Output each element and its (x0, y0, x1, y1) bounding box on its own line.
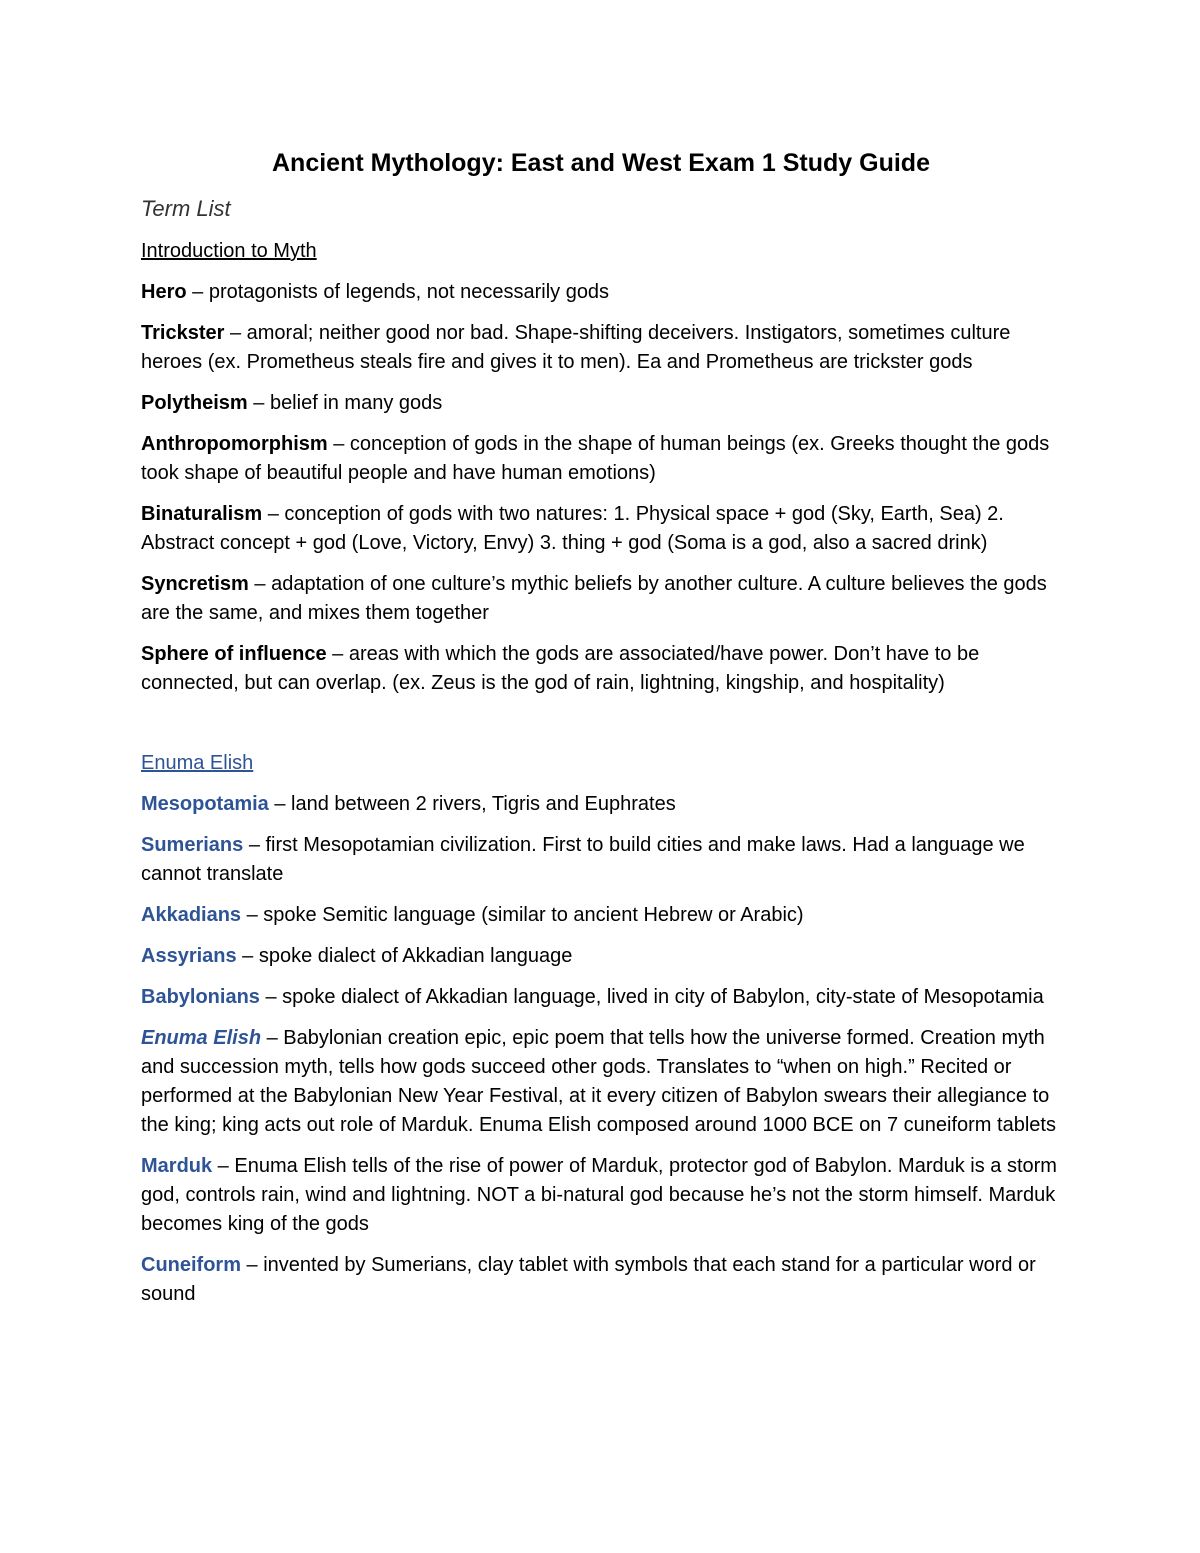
term-entry-sphere-of-influence (141, 640, 1061, 698)
term-definition: – Enuma Elish tells of the rise of power of Marduk, protector god of Babylon. Marduk is a storm god, controls rain, wind and lightning. NOT a bi-natural god because he’s not the storm himself. Marduk becomes king of the gods (141, 1155, 1057, 1235)
term-definition: – spoke dialect of Akkadian language, lived in city of Babylon, city-state of Mesopotamia (259, 986, 1044, 1008)
term-label: Mesopotamia (141, 793, 269, 815)
term-label: Cuneiform (141, 1254, 241, 1276)
term-entry-assyrians (141, 942, 1061, 971)
term-definition: – Babylonian creation epic, epic poem that tells how the universe formed. Creation myth and succession myth, tells how gods succeed other gods. Translates to “when on high.” Recited or performed at the Babylonian New Year Festival, at it every citizen of Babylon swears their allegiance to the king; king acts out role of Marduk. Enuma Elish composed around 1000 BCE on 7 cuneiform tablets (141, 1027, 1056, 1136)
term-entry-mesopotamia (141, 790, 1061, 819)
page-title: Ancient Mythology: East and West Exam 1 Study Guide (272, 149, 930, 177)
term-entry-cuneiform (141, 1251, 1061, 1309)
term-label: Polytheism (141, 392, 248, 414)
term-label: Sumerians (141, 834, 244, 856)
term-label: Trickster (141, 322, 225, 344)
term-list-subtitle: Term List (141, 196, 231, 221)
term-entry-akkadians (141, 901, 1061, 930)
term-entry-babylonians (141, 983, 1061, 1012)
term-entry-enuma-elish (141, 1024, 1061, 1140)
term-definition: – spoke dialect of Akkadian language (236, 945, 573, 967)
term-label: Babylonians (141, 986, 260, 1008)
term-entry-trickster (141, 319, 1061, 377)
section-introduction-to-myth (141, 237, 1061, 698)
term-label: Anthropomorphism (141, 433, 328, 455)
term-definition: – adaptation of one culture’s mythic beliefs by another culture. A culture believes the gods are the same, and mixes them together (141, 573, 1047, 624)
term-definition: – first Mesopotamian civilization. First to build cities and make laws. Had a language we cannot translate (141, 834, 1025, 885)
term-entry-anthropomorphism (141, 430, 1061, 488)
term-label: Syncretism (141, 573, 249, 595)
term-entry-marduk (141, 1152, 1061, 1239)
term-label: Marduk (141, 1155, 213, 1177)
section-spacer (141, 710, 1061, 749)
section-enuma-elish (141, 749, 1061, 1309)
term-label: Hero (141, 281, 187, 303)
section-heading: Introduction to Myth (141, 240, 317, 262)
term-definition: – belief in many gods (247, 392, 443, 414)
term-label: Enuma Elish (141, 1027, 262, 1049)
term-definition: – areas with which the gods are associated/have power. Don’t have to be connected, but can overlap. (ex. Zeus is the god of rain, lightning, kingship, and hospitality) (141, 643, 980, 694)
term-entry-binaturalism (141, 500, 1061, 558)
term-definition: – land between 2 rivers, Tigris and Euphrates (268, 793, 676, 815)
term-label: Akkadians (141, 904, 242, 926)
document-page (141, 145, 1061, 1321)
term-entry-polytheism (141, 389, 1061, 418)
term-definition: – protagonists of legends, not necessarily gods (186, 281, 610, 303)
term-definition: – spoke Semitic language (similar to ancient Hebrew or Arabic) (241, 904, 804, 926)
term-entry-hero (141, 278, 1061, 307)
term-definition: – invented by Sumerians, clay tablet with symbols that each stand for a particular word or sound (141, 1254, 1036, 1305)
term-entry-syncretism (141, 570, 1061, 628)
term-definition: – conception of gods with two natures: 1. Physical space + god (Sky, Earth, Sea) 2. Abstract concept + god (Love, Victory, Envy) 3. thing + god (Soma is a god, also a sacred drink) (141, 503, 1004, 554)
term-definition: – amoral; neither good nor bad. Shape-shifting deceivers. Instigators, sometimes culture heroes (ex. Prometheus steals fire and gives it to men). Ea and Prometheus are trickster gods (141, 322, 1011, 373)
term-definition: – conception of gods in the shape of human beings (ex. Greeks thought the gods took shape of beautiful people and have human emotions) (141, 433, 1050, 484)
term-entry-sumerians (141, 831, 1061, 889)
term-label: Binaturalism (141, 503, 263, 525)
section-heading: Enuma Elish (141, 752, 254, 774)
term-label: Sphere of influence (141, 643, 327, 665)
term-label: Assyrians (141, 945, 237, 967)
